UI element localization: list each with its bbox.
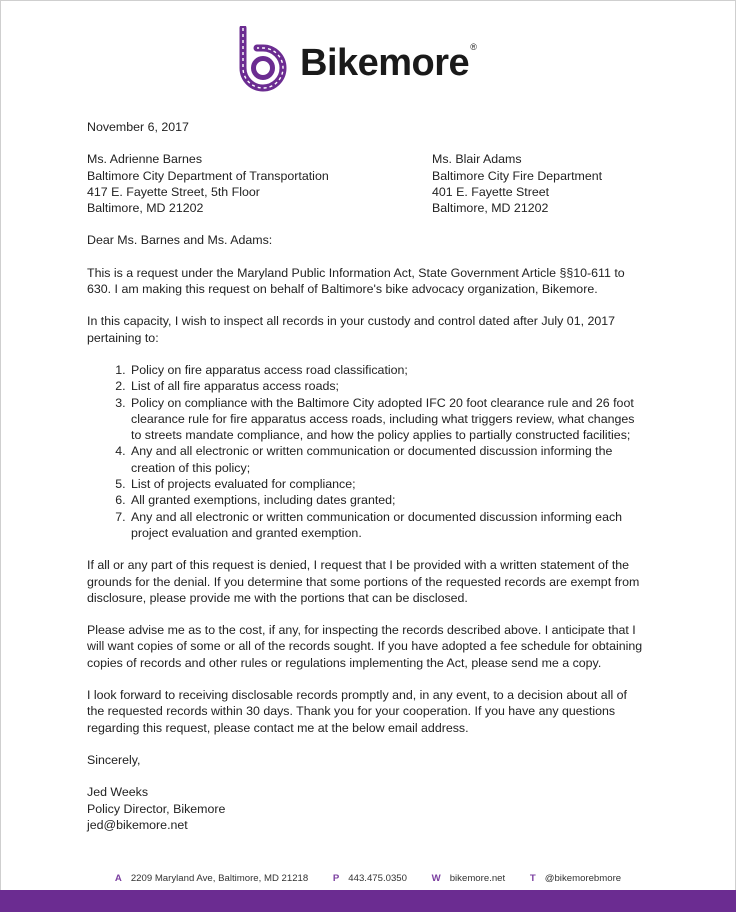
signer-email[interactable]: jed@bikemore.net [87,817,188,832]
closing: Sincerely, [87,752,141,767]
footer-bar [0,890,736,912]
bikemore-b-icon [236,26,292,92]
recipient-right-org: Baltimore City Fire Department [432,168,603,183]
web-label: W [431,873,441,884]
list-item: 4. Any and all electronic or written communication or documented discussion informing the creation of this policy; [129,443,647,476]
signer-name: Jed Weeks [87,785,149,800]
recipient-left-street: 417 E. Fayette Street, 5th Floor [87,184,260,199]
list-item: 1. Policy on fire apparatus access road classification; [129,362,647,378]
list-item: 3. Policy on compliance with the Baltimore City adopted IFC 20 foot clearance rule and 26 foot clearance rule for fire apparatus access roads, including what triggers review, what changes to streets mandate compliance, and how the policy applies to partially constructed facilities; [129,395,647,444]
letter-date: November 6, 2017 [87,120,189,134]
recipient-left [87,151,432,216]
recipient-addresses [87,151,647,216]
recipient-right-name: Ms. Blair Adams [432,152,522,167]
footer-contact [0,873,736,884]
recipient-right-street: 401 E. Fayette Street [432,184,550,199]
paragraph-request-basis: This is a request under the Maryland Public Information Act, State Government Article §§10-611 to 630. I am making this request on behalf of Baltimore's bike advocacy organization, Bikemore. [87,265,625,297]
signer-title: Policy Director, Bikemore [87,801,226,816]
recipient-right-city: Baltimore, MD 21202 [432,201,549,216]
greeting: Dear Ms. Barnes and Ms. Adams: [87,233,273,248]
bikemore-logo [236,24,477,94]
list-item: 7. Any and all electronic or written communication or documented discussion informing each project evaluation and granted exemption. [129,509,647,542]
footer-web[interactable]: bikemore.net [449,873,506,884]
footer-phone[interactable]: 443.475.0350 [348,873,407,884]
list-item: 2. List of all fire apparatus access roads; [129,378,647,394]
paragraph-denial: If all or any part of this request is denied, I request that I be provided with a written statement of the grounds for the denial. If you determine that some portions of the requested records are exempt from disclosure, please provide me with the portions that can be disclosed. [87,558,640,605]
paragraph-cost: Please advise me as to the cost, if any, for inspecting the records described above. I anticipate that I will want copies of some or all of the records sought. If you have adopted a fee schedule for obtaining copies of records and other rules or regulations implementing the Act, please send me a copy. [87,623,643,670]
registered-mark: ® [470,42,477,52]
recipient-right [432,151,647,216]
letter-body [87,119,647,833]
brand-name: Bikemore [300,42,470,84]
list-item: 6. All granted exemptions, including dates granted; [129,492,647,508]
phone-label: P [332,873,340,884]
footer-address: 2209 Maryland Ave, Baltimore, MD 21218 [130,873,309,884]
recipient-left-org: Baltimore City Department of Transportation [87,168,329,183]
address-label: A [114,873,122,884]
requested-records-list [87,362,647,541]
footer-twitter[interactable]: @bikemorebmore [544,873,622,884]
list-item: 5. List of projects evaluated for compliance; [129,476,647,492]
recipient-left-name: Ms. Adrienne Barnes [87,152,203,167]
recipient-left-city: Baltimore, MD 21202 [87,201,204,216]
paragraph-timeline: I look forward to receiving disclosable records promptly and, in any event, to a decision about all of the requested records within 30 days. Thank you for your cooperation. If you have any questions regarding this request, please contact me at the below email address. [87,688,627,735]
paragraph-inspection-scope: In this capacity, I wish to inspect all records in your custody and control dated after July 01, 2017 pertaining to: [87,314,616,345]
twitter-label: T [529,873,536,884]
